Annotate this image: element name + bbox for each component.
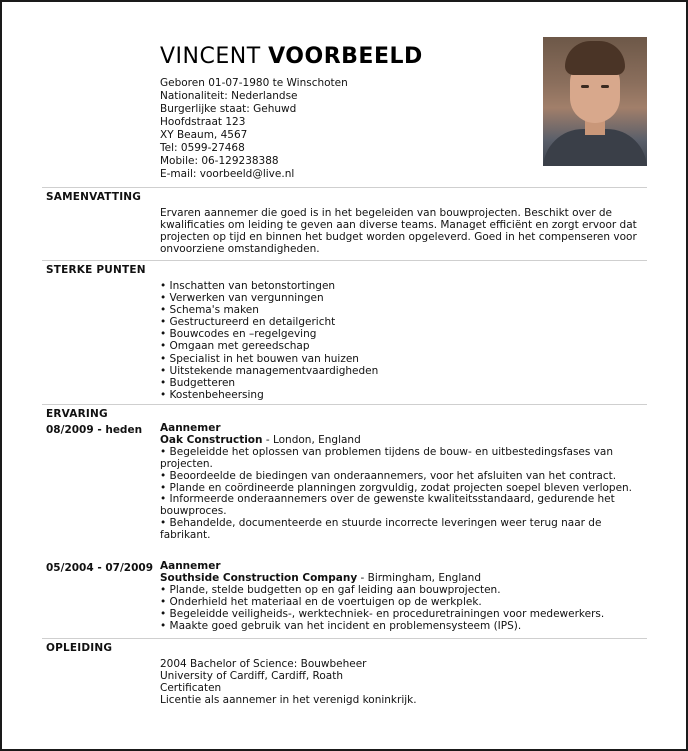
first-name: VINCENT	[160, 44, 261, 69]
section-divider	[42, 187, 647, 188]
job-bullet: • Informeerde onderaannemers over de gewenste kwaliteitsstandaard, gedurende het bouwproces.	[160, 493, 615, 518]
phone: Tel: 0599-27468	[160, 142, 245, 154]
section-divider	[42, 260, 647, 261]
education-details	[160, 658, 640, 706]
list-item: • Specialist in het bouwen van huizen	[160, 352, 359, 365]
job-bullet: • Plande, stelde budgetten op en gaf leiding aan bouwprojecten.	[160, 583, 501, 596]
birth-info: Geboren 01-07-1980 te Winschoten	[160, 77, 348, 89]
job-bullet: • Onderhield het materiaal en de voertuigen op de werkplek.	[160, 595, 482, 608]
list-item: • Inschatten van betonstortingen	[160, 280, 336, 292]
marital-status: Burgerlijke staat: Gehuwd	[160, 103, 297, 115]
email: E-mail: voorbeeld@live.nl	[160, 168, 295, 180]
list-item: • Bouwcodes en –regelgeving	[160, 328, 317, 341]
company-location: - Birmingham, England	[357, 571, 481, 584]
degree: 2004 Bachelor of Science: Bouwbeheer	[160, 658, 367, 670]
list-item: • Verwerken van vergunningen	[160, 292, 324, 305]
job-dates: 05/2004 - 07/2009	[46, 562, 154, 574]
job-entry	[160, 561, 640, 632]
job-bullet: • Behandelde, documenteerde en stuurde incorrecte leveringen weer terug naar de fabrikant.	[160, 517, 602, 542]
city-postcode: XY Beaum, 4567	[160, 129, 248, 141]
section-title-strengths: STERKE PUNTEN	[46, 264, 146, 276]
job-title: Aannemer	[160, 422, 221, 434]
license: Licentie als aannemer in het verenigd koninkrijk.	[160, 694, 417, 706]
list-item: • Budgetteren	[160, 376, 236, 389]
nationality: Nationaliteit: Nederlandse	[160, 90, 298, 102]
job-dates: 08/2009 - heden	[46, 424, 143, 436]
contact-details	[160, 77, 348, 181]
profile-photo	[543, 37, 647, 166]
street-address: Hoofdstraat 123	[160, 116, 246, 128]
list-item: • Schema's maken	[160, 304, 259, 317]
strengths-list	[160, 280, 640, 401]
job-title: Aannemer	[160, 560, 221, 572]
company-name: Southside Construction Company	[160, 571, 358, 584]
last-name: VOORBEELD	[268, 44, 423, 69]
company-name: Oak Construction	[160, 433, 263, 446]
certificates-label: Certificaten	[160, 682, 222, 694]
company-location: - London, England	[262, 433, 361, 446]
job-bullet: • Beoordeelde de biedingen van onderaannemers, voor het afsluiten van het contract.	[160, 469, 617, 482]
list-item: • Gestructureerd en detailgericht	[160, 316, 336, 329]
job-bullet: • Begeleidde veiligheids-, werktechniek- en proceduretrainingen voor medewerkers.	[160, 607, 605, 620]
section-title-experience: ERVARING	[46, 408, 108, 420]
section-title-education: OPLEIDING	[46, 642, 113, 654]
section-title-summary: SAMENVATTING	[46, 191, 142, 203]
summary-text	[160, 207, 640, 255]
summary-paragraph: Ervaren aannemer die goed is in het begeleiden van bouwprojecten. Beschikt over de kwalificaties om leiding te geven aan diverse teams. Managet efficiënt en zorgt ervoor dat projecten op tijd en binnen het budget worden opgeleverd. Goed in het compenseren voor onvoorziene omstandigheden.	[160, 207, 637, 255]
university: University of Cardiff, Cardiff, Roath	[160, 670, 343, 682]
section-divider	[42, 404, 647, 405]
candidate-name	[160, 44, 423, 70]
job-bullet: • Begeleidde het oplossen van problemen tijdens de bouw- en uitbestedingsfases van projecten.	[160, 445, 613, 470]
job-bullet: • Maakte goed gebruik van het incident en problemensysteem (IPS).	[160, 619, 522, 632]
section-divider	[42, 638, 647, 639]
job-bullet: • Plande en coördineerde planningen zorgvuldig, zodat projecten soepel bleven verlopen.	[160, 481, 633, 494]
job-entry	[160, 423, 640, 542]
mobile: Mobile: 06-129238388	[160, 155, 279, 167]
list-item: • Uitstekende managementvaardigheden	[160, 364, 379, 377]
list-item: • Kostenbeheersing	[160, 388, 264, 401]
list-item: • Omgaan met gereedschap	[160, 340, 310, 353]
